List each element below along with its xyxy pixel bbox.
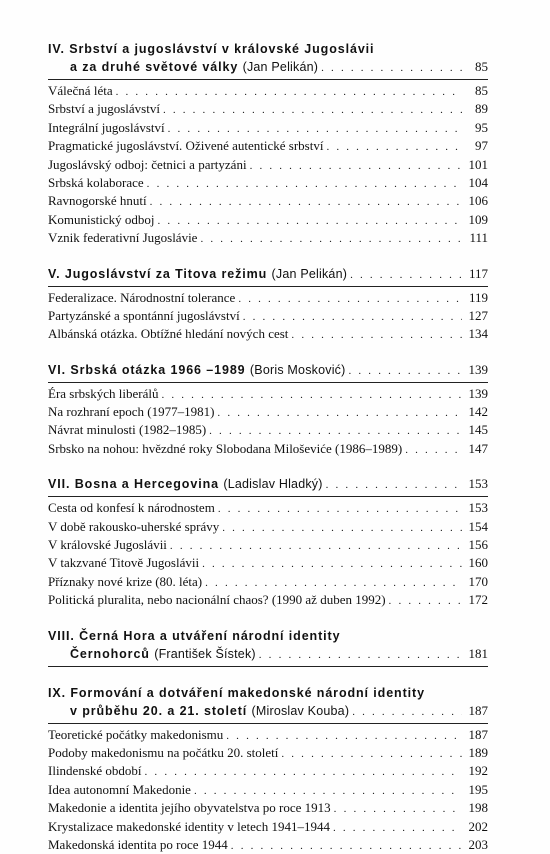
toc-entry[interactable] <box>48 403 488 421</box>
chapter-author: (Boris Mosković) <box>249 362 346 377</box>
toc-entry[interactable] <box>48 325 488 343</box>
chapter-title-text: VI. Srbská otázka 1966 –1989 <box>48 362 246 377</box>
page-number: 117 <box>468 265 488 281</box>
page-number: 147 <box>468 440 488 456</box>
page-number: 189 <box>468 744 488 760</box>
page-number: 170 <box>468 573 488 589</box>
chapter-title-text: VIII. Černá Hora a utváření národní identity <box>48 628 341 643</box>
table-of-contents <box>48 40 488 854</box>
dot-leader <box>405 441 462 458</box>
divider <box>48 666 488 667</box>
dot-leader <box>334 800 462 817</box>
toc-entry-title: Ravnogorské hnutí <box>48 193 147 209</box>
toc-entry-title: Srbsko na nohou: hvězdné roky Slobodana Miloševiće (1986–1989) <box>48 440 403 456</box>
page-number: 195 <box>468 781 488 797</box>
page-number: 109 <box>468 211 488 227</box>
chapter-heading-line <box>48 58 488 76</box>
chapter-author: (Jan Pelikán) <box>271 266 348 281</box>
page-number: 139 <box>468 361 488 377</box>
toc-entry-title: Návrat minulosti (1982–1985) <box>48 422 207 438</box>
page-number: 106 <box>468 193 488 209</box>
chapter-author: (Miroslav Kouba) <box>251 703 350 718</box>
chapter-heading <box>48 265 488 283</box>
toc-entry[interactable] <box>48 137 488 155</box>
page-number: 85 <box>475 83 488 98</box>
chapter-title-text: a za druhé světové války <box>70 60 239 74</box>
dot-leader <box>321 59 462 76</box>
chapter-heading-line <box>48 361 488 379</box>
toc-entry-title: Pragmatické jugoslávství. Oživené autentické srbství <box>48 138 324 154</box>
toc-entry[interactable] <box>48 799 488 817</box>
dot-leader <box>352 703 462 720</box>
toc-entry[interactable] <box>48 82 488 100</box>
toc-entry[interactable] <box>48 573 488 591</box>
dot-leader <box>158 212 462 229</box>
toc-entry[interactable] <box>48 229 488 247</box>
chapter-author: (Jan Pelikán) <box>242 60 319 74</box>
toc-entry-title: Komunistický odboj <box>48 211 155 227</box>
dot-leader <box>217 404 462 421</box>
dot-leader <box>168 120 462 137</box>
divider <box>48 723 488 724</box>
dot-leader <box>231 837 462 854</box>
page-number: 203 <box>468 836 488 852</box>
chapter-section <box>48 40 488 248</box>
toc-entry-title: V královské Jugoslávii <box>48 537 167 553</box>
dot-leader <box>250 157 462 174</box>
toc-entry-title: Makedonská identita po roce 1944 <box>48 836 228 852</box>
toc-entry-title: Albánská otázka. Obtížné hledání nových cest <box>48 326 289 342</box>
toc-entry-title: Idea autonomní Makedonie <box>48 781 191 797</box>
toc-entry-title: Na rozhraní epoch (1977–1981) <box>48 404 215 420</box>
toc-entry[interactable] <box>48 818 488 836</box>
toc-entry[interactable] <box>48 307 488 325</box>
dot-leader <box>170 537 462 554</box>
page-number: 142 <box>468 404 488 420</box>
toc-entry-title: Příznaky nové krize (80. léta) <box>48 573 203 589</box>
toc-entry[interactable] <box>48 836 488 854</box>
toc-entry-title: Vznik federativní Jugoslávie <box>48 230 198 246</box>
divider <box>48 286 488 287</box>
toc-entry[interactable] <box>48 781 488 799</box>
toc-entry[interactable] <box>48 421 488 439</box>
toc-entry-title: Ilindenské období <box>48 763 142 779</box>
page-number: 145 <box>468 422 488 438</box>
page-number: 172 <box>468 592 488 608</box>
page-number: 181 <box>468 645 488 661</box>
page-number: 153 <box>468 500 488 516</box>
dot-leader <box>161 386 462 403</box>
chapter-heading-line <box>48 627 488 645</box>
toc-entry[interactable] <box>48 289 488 307</box>
dot-leader <box>326 476 462 493</box>
dot-leader <box>145 763 462 780</box>
dot-leader <box>116 83 462 100</box>
toc-entry[interactable] <box>48 156 488 174</box>
dot-leader <box>226 727 462 744</box>
page-number: 95 <box>475 119 488 135</box>
chapter-section <box>48 627 488 667</box>
chapter-heading-line <box>48 645 488 663</box>
dot-leader <box>350 266 462 283</box>
toc-entry[interactable] <box>48 744 488 762</box>
toc-entry-title: V takzvané Titově Jugoslávii <box>48 555 200 571</box>
toc-entry-title: Jugoslávský odboj: četnici a partyzáni <box>48 156 247 172</box>
page-number: 134 <box>468 326 488 342</box>
chapter-title-text: Černohorců <box>70 646 150 661</box>
chapter-title-text: v průběhu 20. a 21. století <box>70 703 248 718</box>
toc-entry[interactable] <box>48 174 488 192</box>
page-number: 153 <box>468 476 488 492</box>
page-number: 156 <box>468 537 488 553</box>
chapter-title-text: IV. Srbství a jugoslávství v královské Jugoslávii <box>48 42 375 56</box>
chapter-heading-line <box>48 265 488 283</box>
chapter-heading-line <box>48 702 488 720</box>
chapter-heading <box>48 361 488 379</box>
chapter-section <box>48 684 488 854</box>
page-number: 111 <box>469 230 488 246</box>
chapter-section <box>48 265 488 344</box>
chapter-heading-line <box>48 475 488 493</box>
dot-leader <box>349 362 463 379</box>
dot-leader <box>333 819 462 836</box>
toc-entry[interactable] <box>48 726 488 744</box>
dot-leader <box>291 326 462 343</box>
toc-entry-title: Srbství a jugoslávství <box>48 101 160 117</box>
chapter-heading <box>48 40 488 76</box>
toc-entry[interactable] <box>48 591 488 609</box>
toc-entry-title: Srbská kolaborace <box>48 174 144 190</box>
toc-entry-title: V době rakousko-uherské správy <box>48 518 220 534</box>
toc-entry-title: Cesta od konfesí k národnostem <box>48 500 215 516</box>
page-number: 198 <box>468 800 488 816</box>
dot-leader <box>259 646 462 663</box>
dot-leader <box>389 592 462 609</box>
page-number: 89 <box>475 101 488 117</box>
page-number: 192 <box>468 763 488 779</box>
dot-leader <box>243 308 462 325</box>
toc-entry-title: Partyzánské a spontánní jugoslávství <box>48 307 240 323</box>
dot-leader <box>200 230 462 247</box>
page-number: 97 <box>475 138 488 154</box>
dot-leader <box>326 138 462 155</box>
toc-entry-title: Politická pluralita, nebo nacionální chaos? (1990 až duben 1992) <box>48 592 386 608</box>
page-number: 119 <box>468 289 488 305</box>
dot-leader <box>150 193 462 210</box>
toc-entry-title: Krystalizace makedonské identity v letech 1941–1944 <box>48 818 330 834</box>
page-number: 202 <box>468 818 488 834</box>
dot-leader <box>202 555 462 572</box>
toc-entry[interactable] <box>48 100 488 118</box>
dot-leader <box>209 422 462 439</box>
dot-leader <box>238 290 462 307</box>
dot-leader <box>222 519 462 536</box>
toc-entry[interactable] <box>48 385 488 403</box>
toc-entry[interactable] <box>48 762 488 780</box>
toc-entry-title: Federalizace. Národnostní tolerance <box>48 289 236 305</box>
toc-entry[interactable] <box>48 518 488 536</box>
page-number: 85 <box>475 59 488 74</box>
page-number: 160 <box>468 555 488 571</box>
page-number: 139 <box>468 385 488 401</box>
toc-entry-title: Integrální jugoslávství <box>48 119 165 135</box>
chapter-section <box>48 361 488 459</box>
page-number: 187 <box>468 726 488 742</box>
dot-leader <box>205 574 462 591</box>
chapter-title-text: VII. Bosna a Hercegovina <box>48 477 219 492</box>
divider <box>48 382 488 383</box>
toc-entry[interactable] <box>48 440 488 458</box>
toc-entry[interactable] <box>48 211 488 229</box>
dot-leader <box>147 175 462 192</box>
chapter-heading <box>48 475 488 493</box>
toc-entry[interactable] <box>48 536 488 554</box>
toc-entry-title: Válečná léta <box>48 83 113 98</box>
toc-entry-title: Teoretické počátky makedonismu <box>48 726 224 742</box>
dot-leader <box>281 745 462 762</box>
toc-entry[interactable] <box>48 192 488 210</box>
chapter-heading <box>48 684 488 720</box>
chapter-title-text: IX. Formování a dotváření makedonské národní identity <box>48 685 425 700</box>
toc-entry-title: Podoby makedonismu na počátku 20. století <box>48 744 279 760</box>
page-number: 187 <box>468 702 488 718</box>
page-number: 104 <box>468 174 488 190</box>
chapter-heading-line <box>48 40 488 58</box>
page-number: 154 <box>468 518 488 534</box>
chapter-title-text: V. Jugoslávství za Titova režimu <box>48 266 268 281</box>
divider <box>48 79 488 80</box>
chapter-author: (Ladislav Hladký) <box>223 477 323 492</box>
toc-entry[interactable] <box>48 119 488 137</box>
chapter-section <box>48 475 488 609</box>
divider <box>48 496 488 497</box>
page-number: 127 <box>468 307 488 323</box>
chapter-heading-line <box>48 684 488 702</box>
dot-leader <box>218 500 462 517</box>
toc-entry-title: Éra srbských liberálů <box>48 385 159 401</box>
dot-leader <box>163 101 462 118</box>
toc-entry[interactable] <box>48 499 488 517</box>
page-number: 101 <box>468 156 488 172</box>
chapter-heading <box>48 627 488 663</box>
toc-entry-title: Makedonie a identita jejího obyvatelstva po roce 1913 <box>48 800 331 816</box>
chapter-author: (František Šístek) <box>154 646 256 661</box>
dot-leader <box>194 782 462 799</box>
toc-entry[interactable] <box>48 554 488 572</box>
